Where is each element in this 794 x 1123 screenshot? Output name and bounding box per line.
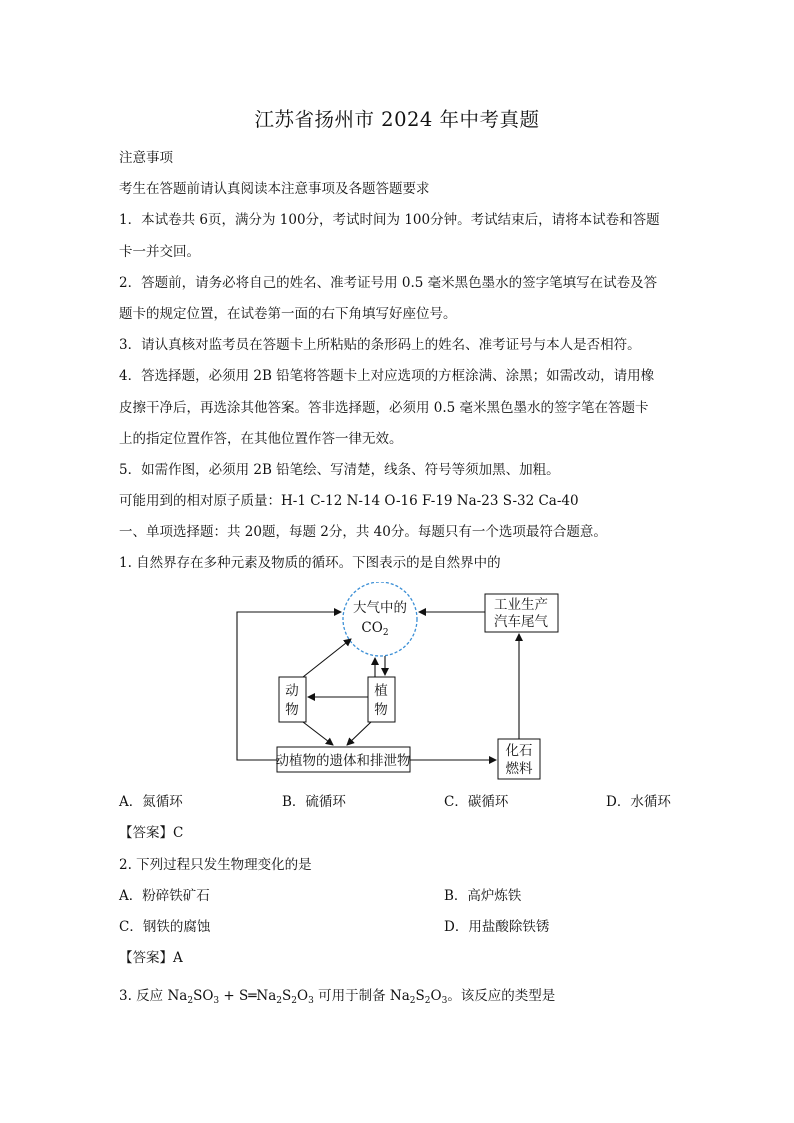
notice-line: 卡一并交回。: [119, 244, 200, 260]
q2-stem: 2. 下列过程只发生物理变化的是: [119, 857, 312, 873]
arrow-animal-to-remains: [303, 722, 333, 745]
notice-heading: 注意事项: [119, 150, 173, 166]
q2-option-a[interactable]: A．粉碎铁矿石: [119, 888, 210, 904]
q2-answer: 【答案】A: [119, 950, 183, 966]
carbon-cycle-diagram: [225, 582, 585, 787]
industry-label-line2: 汽车尾气: [494, 614, 548, 630]
q3-stem-suffix: 可用于制备: [313, 988, 390, 1004]
q1-option-c[interactable]: C．碳循环: [444, 794, 509, 810]
notice-line: 皮擦干净后，再选涂其他答案。答非选择题，必须用 0.5 毫米黑色墨水的签字笔在答题卡: [119, 400, 649, 416]
fossil-label-2: 燃料: [505, 761, 533, 777]
animal-label-2: 物: [285, 702, 299, 718]
notice-line: 3．请认真核对监考员在答题卡上所粘贴的条形码上的姓名、准考证号与本人是否相符。: [119, 337, 641, 353]
q1-option-b[interactable]: B．硫循环: [282, 794, 346, 810]
plant-label-2: 物: [374, 702, 388, 718]
q1-option-d[interactable]: D．水循环: [606, 794, 671, 810]
atomic-masses: 可能用到的相对原子质量：H-1 C-12 N-14 O-16 F-19 Na-23 S-32 Ca-40: [119, 493, 579, 509]
arrow-animal-to-co2: [303, 639, 351, 677]
co2-label-line1: 大气中的: [353, 600, 407, 616]
notice-line: 上的指定位置作答，在其他位置作答一律无效。: [119, 431, 403, 447]
industry-label-line1: 工业生产: [494, 597, 548, 613]
notice-line: 4．答选择题，必须用 2B 铅笔将答题卡上对应选项的方框涂满、涂黑；如需改动，请用橡: [119, 368, 655, 384]
notice-line: 5．如需作图，必须用 2B 铅笔绘、写清楚，线条、符号等须加黑、加粗。: [119, 462, 560, 478]
notice-line: 1．本试卷共 6页，满分为 100分，考试时间为 100分钟。考试结束后，请将本试卷和答题: [119, 212, 660, 228]
q3-stem-prefix: 3. 反应: [119, 988, 168, 1004]
animal-label-1: 动: [285, 683, 299, 699]
q1-option-a[interactable]: A．氮循环: [119, 794, 183, 810]
q1-stem: 1. 自然界存在多种元素及物质的循环。下图表示的是自然界中的: [119, 555, 501, 571]
q3-stem-end: 。该反应的类型是: [447, 988, 556, 1004]
q3-product: $Na_2S_2O_3$: [389, 988, 448, 1006]
q2-option-d[interactable]: D．用盐酸除铁锈: [444, 919, 550, 935]
page-title: 江苏省扬州市 2024 年中考真题: [254, 108, 540, 131]
co2-circle: [343, 582, 417, 656]
arrow-plant-to-remains: [347, 722, 371, 745]
q1-answer: 【答案】C: [119, 825, 184, 841]
co2-label-line2: $CO_2$: [361, 620, 389, 638]
notice-intro: 考生在答题前请认真阅读本注意事项及各题答题要求: [119, 181, 430, 197]
q2-option-c[interactable]: C．钢铁的腐蚀: [119, 919, 211, 935]
q3-stem: [119, 984, 555, 1004]
section-heading: 一、单项选择题：共 20题，每题 2分，共 40分。每题只有一个选项最符合题意。: [119, 524, 607, 540]
remains-label: 动植物的遗体和排泄物: [275, 753, 411, 769]
q2-option-b[interactable]: B．高炉炼铁: [444, 888, 522, 904]
plant-label-1: 植: [374, 683, 388, 699]
notice-line: 2．答题前，请务必将自己的姓名、准考证号用 0.5 毫米黑色墨水的签字笔填写在试卷及答: [119, 275, 658, 291]
notice-line: 题卡的规定位置，在试卷第一面的右下角填写好座位号。: [119, 306, 457, 322]
q3-equation: $Na_2SO_3$ + $S═Na_2S_2O_3$: [167, 988, 314, 1006]
fossil-label-1: 化石: [505, 743, 533, 759]
